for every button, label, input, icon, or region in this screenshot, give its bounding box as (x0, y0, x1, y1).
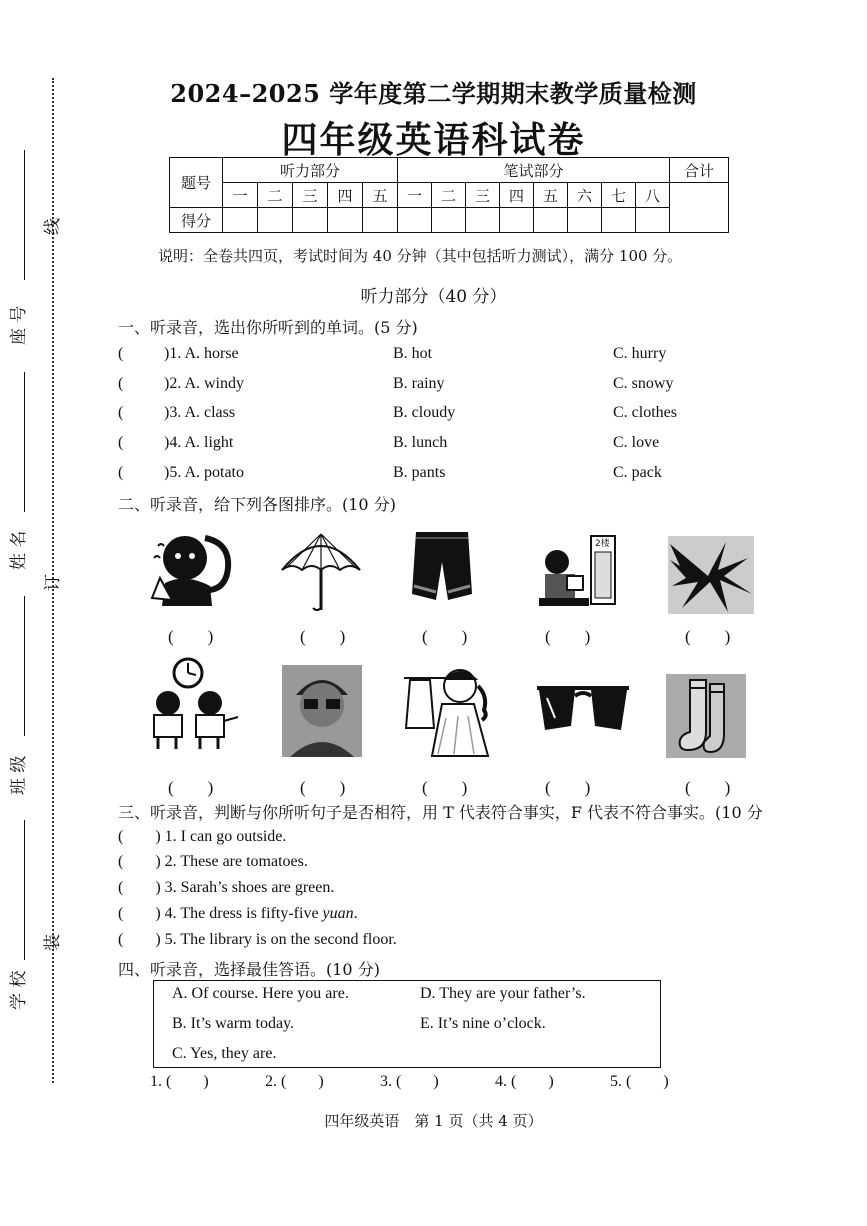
list-item: ( ) 2. These are tomatoes. (118, 853, 308, 870)
list-item: ( ) 1. I can go outside. (118, 828, 287, 845)
col-writing-7: 七 (602, 183, 636, 208)
score-cell[interactable] (602, 208, 636, 233)
score-cell[interactable] (500, 208, 534, 233)
list-item: ( ) 3. Sarah’s shoes are green. (118, 879, 335, 896)
socks-image (666, 674, 746, 758)
section1-heading: 一、听录音，选出你所听到的单词。(5 分) (118, 318, 418, 337)
seat-underline (24, 150, 25, 280)
section3-heading: 三、听录音，判断与你所听句子是否相符，用 T 代表符合事实，F 代表不符合事实。(10 分 (118, 803, 763, 822)
score-cell[interactable] (568, 208, 602, 233)
sunglasses-image (535, 682, 631, 736)
blank-6[interactable]: ( ) (168, 778, 214, 797)
option-a: A. Of course. Here you are. (172, 985, 349, 1002)
score-cell[interactable] (534, 208, 568, 233)
col-listening-3: 三 (293, 183, 328, 208)
shorts-image (408, 528, 476, 604)
score-label: 得分 (170, 208, 223, 233)
answer-blank-1[interactable]: 1. ( ) (150, 1073, 209, 1090)
svg-text:2楼: 2楼 (595, 539, 610, 549)
umbrella-image (278, 528, 364, 614)
section4-heading: 四、听录音，选择最佳答语。(10 分) (118, 960, 380, 979)
score-cell[interactable] (432, 208, 466, 233)
col-listening-4: 四 (328, 183, 363, 208)
col-writing-1: 一 (398, 183, 432, 208)
name-underline (24, 372, 25, 512)
palm-leaves-image (668, 536, 754, 614)
score-cell[interactable] (398, 208, 432, 233)
col-writing-3: 三 (466, 183, 500, 208)
answer-blank-4[interactable]: 4. ( ) (495, 1073, 554, 1090)
answer-blank-2[interactable]: 2. ( ) (265, 1073, 324, 1090)
school-underline (24, 820, 25, 960)
blank-7[interactable]: ( ) (300, 778, 346, 797)
boy-sunglasses-image (282, 665, 362, 757)
line-mark: 线 (43, 218, 63, 235)
hot-person-image (150, 528, 240, 608)
col-writing-8: 八 (636, 183, 670, 208)
col-listening-2: 二 (258, 183, 293, 208)
answer-blank-3[interactable]: 3. ( ) (380, 1073, 439, 1090)
score-table (169, 157, 729, 233)
blank-2[interactable]: ( ) (300, 627, 346, 646)
class-underline (24, 596, 25, 736)
girl-dress-image (402, 658, 498, 758)
listening-header: 听力部分 (223, 158, 398, 183)
zhuang-mark: 装 (43, 934, 63, 951)
blank-1[interactable]: ( ) (168, 627, 214, 646)
exam-title: 2024–2025 学年度第二学期期末教学质量检测 (170, 79, 697, 108)
school-label: 学 校 (9, 970, 29, 1010)
col-writing-4: 四 (500, 183, 534, 208)
score-cell[interactable] (636, 208, 670, 233)
ding-mark: 订 (43, 574, 63, 591)
listening-part-title: 听力部分（40 分） (360, 287, 507, 307)
seat-label: 座 号 (9, 305, 29, 345)
kids-clock-image (140, 655, 240, 751)
exam-instructions: 说明：全卷共四页，考试时间为 40 分钟（其中包括听力测试），满分 100 分。 (158, 247, 683, 265)
total-header: 合计 (670, 158, 729, 183)
library-reader-image (535, 532, 619, 608)
class-label: 班 级 (9, 755, 29, 795)
writing-header: 笔试部分 (398, 158, 670, 183)
col-writing-6: 六 (568, 183, 602, 208)
col-writing-2: 二 (432, 183, 466, 208)
blank-4[interactable]: ( ) (545, 627, 591, 646)
option-e: E. It’s nine o’clock. (420, 1015, 546, 1032)
col-listening-1: 一 (223, 183, 258, 208)
answer-blank-5[interactable]: 5. ( ) (610, 1073, 669, 1090)
total-score-cell[interactable] (670, 183, 729, 233)
col-writing-5: 五 (534, 183, 568, 208)
score-cell[interactable] (466, 208, 500, 233)
blank-10[interactable]: ( ) (685, 778, 731, 797)
section2-heading: 二、听录音，给下列各图排序。(10 分) (118, 495, 396, 514)
score-cell[interactable] (258, 208, 293, 233)
exam-subtitle: 四年级英语科试卷 (281, 119, 586, 161)
blank-9[interactable]: ( ) (545, 778, 591, 797)
binding-margin (0, 0, 70, 1226)
list-item: ( ) 4. The dress is fifty-five yuan. (118, 905, 358, 922)
option-b: B. It’s warm today. (172, 1015, 295, 1032)
blank-3[interactable]: ( ) (422, 627, 468, 646)
list-item: ( ) 5. The library is on the second floor. (118, 931, 397, 948)
score-cell[interactable] (328, 208, 363, 233)
blank-8[interactable]: ( ) (422, 778, 468, 797)
score-cell[interactable] (293, 208, 328, 233)
page-footer: 四年级英语 第 1 页（共 4 页） (324, 1112, 543, 1130)
score-cell[interactable] (363, 208, 398, 233)
options-box (153, 980, 661, 1068)
blank-5[interactable]: ( ) (685, 627, 731, 646)
score-cell[interactable] (223, 208, 258, 233)
option-d: D. They are your father’s. (420, 985, 586, 1002)
option-c: C. Yes, they are. (172, 1045, 277, 1062)
col-listening-5: 五 (363, 183, 398, 208)
row-label: 题号 (170, 158, 223, 208)
name-label: 姓 名 (9, 530, 29, 570)
